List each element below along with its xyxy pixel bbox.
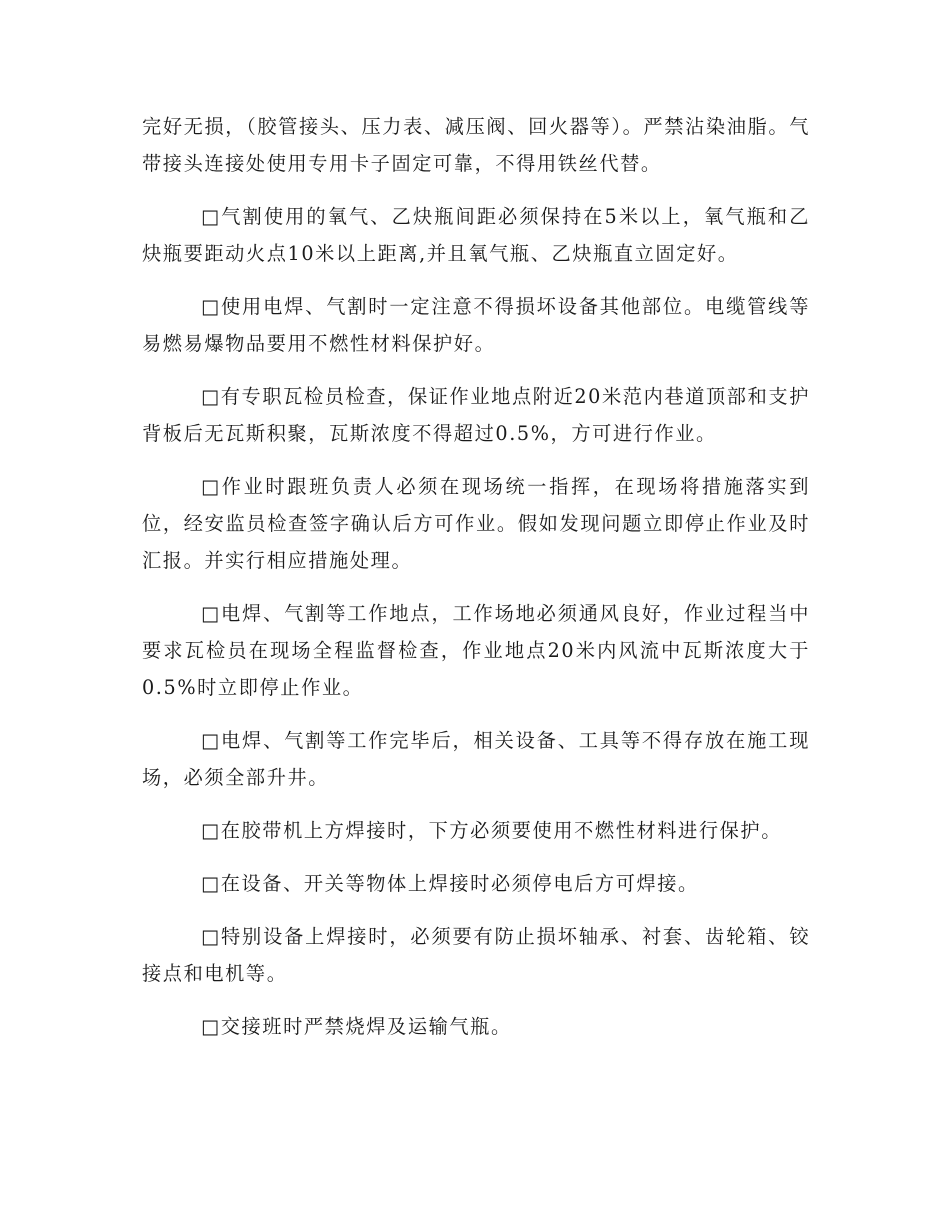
paragraph-equipment-protection: □使用电焊、气割时一定注意不得损坏设备其他部位。电缆管线等易燃易爆物品要用不燃性材料保护好。 (142, 295, 810, 355)
paragraph-belt-welding: □在胶带机上方焊接时，下方必须要使用不燃性材料进行保护。 (201, 819, 782, 842)
paragraph-ventilation: □电焊、气割等工作地点，工作场地必须通风良好，作业过程当中要求瓦检员在现场全程监督检查，作业地点20米内风流中瓦斯浓度大于0.5%时立即停止作业。 (142, 602, 810, 699)
paragraph-supervision: □作业时跟班负责人必须在现场统一指挥，在现场将措施落实到位，经安监员检查签字确认后方可作业。假如发现问题立即停止作业及时汇报。并实行相应措施处理。 (142, 475, 810, 572)
paragraph-shift-change: □交接班时严禁烧焊及运输气瓶。 (201, 1015, 512, 1038)
paragraph-tools-removal: □电焊、气割等工作完毕后，相关设备、工具等不得存放在施工现场，必须全部升井。 (142, 729, 810, 789)
paragraph-power-off: □在设备、开关等物体上焊接时必须停电后方可焊接。 (201, 872, 699, 895)
document-body (142, 108, 810, 1061)
paragraph-cylinder-distance: □气割使用的氧气、乙炔瓶间距必须保持在5米以上，氧气瓶和乙炔瓶要距动火点10米以上距离,并且氧气瓶、乙炔瓶直立固定好。 (142, 205, 810, 265)
paragraph-continuation: 完好无损，（胶管接头、压力表、减压阀、回火器等）。严禁沾染油脂。气带接头连接处使用专用卡子固定可靠，不得用铁丝代替。 (142, 115, 810, 175)
paragraph-gas-inspection: □有专职瓦检员检查，保证作业地点附近20米范内巷道顶部和支护背板后无瓦斯积聚，瓦斯浓度不得超过0.5%，方可进行作业。 (142, 385, 810, 445)
paragraph-special-equipment: □特别设备上焊接时，必须要有防止损坏轴承、衬套、齿轮箱、铰接点和电机等。 (142, 925, 810, 985)
